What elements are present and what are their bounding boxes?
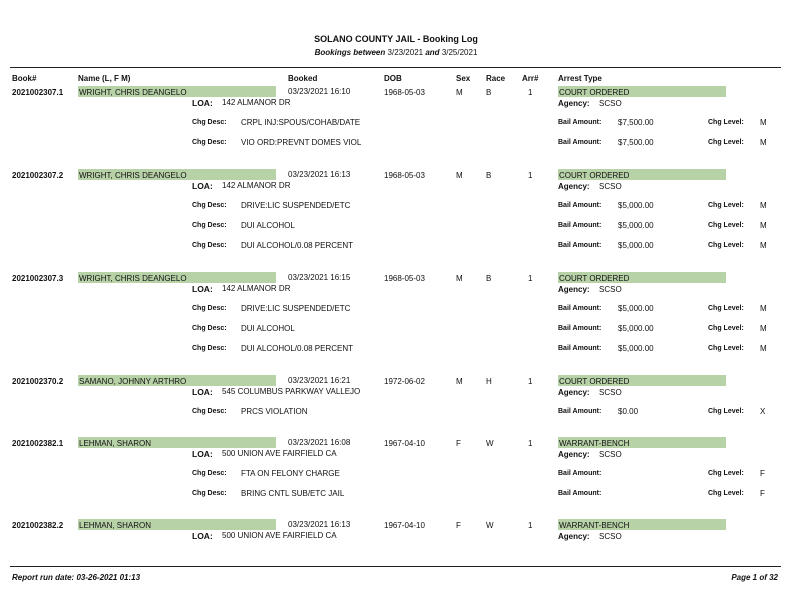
date-of-birth: 1968-05-03 <box>384 171 425 180</box>
charge-level-value: M <box>760 221 767 230</box>
charge-level-value: M <box>760 241 767 250</box>
inmate-name-text: WRIGHT, CHRIS DEANGELO <box>79 274 187 283</box>
col-header-book: Book# <box>12 74 37 83</box>
charge-level-label: Chg Level: <box>708 408 744 415</box>
charge-desc-value: DUI ALCOHOL <box>241 221 295 230</box>
charge-row <box>0 139 792 151</box>
charge-row <box>0 119 792 131</box>
charge-desc-value: DRIVE:LIC SUSPENDED/ETC <box>241 304 351 313</box>
date-to: 3/25/2021 <box>441 48 478 57</box>
arrest-type <box>558 437 726 448</box>
inmate-name-text: SAMANO, JOHNNY ARTHRO <box>79 377 187 386</box>
charge-row <box>0 470 792 482</box>
col-header-arrest-type: Arrest Type <box>558 74 602 83</box>
bail-amount-value: $5,000.00 <box>618 221 654 230</box>
charge-desc-label: Chg Desc: <box>192 305 227 312</box>
charge-desc-label: Chg Desc: <box>192 242 227 249</box>
col-header-name: Name (L, F M) <box>78 74 131 83</box>
agency-value: SCSO <box>599 285 622 294</box>
date-of-birth: 1967-04-10 <box>384 439 425 448</box>
arrest-type-text: WARRANT-BENCH <box>559 521 630 530</box>
charge-level-value: M <box>760 304 767 313</box>
col-header-arr: Arr# <box>522 74 539 83</box>
arrest-number: 1 <box>528 521 533 530</box>
bail-amount-label: Bail Amount: <box>558 222 602 229</box>
loa-label: LOA: <box>192 284 213 294</box>
inmate-name <box>78 437 276 448</box>
charge-level-label: Chg Level: <box>708 202 744 209</box>
booked-datetime: 03/23/2021 16:15 <box>288 273 351 282</box>
date-of-birth: 1967-04-10 <box>384 521 425 530</box>
loa-label: LOA: <box>192 387 213 397</box>
charge-level-label: Chg Level: <box>708 305 744 312</box>
race-value: H <box>486 377 492 386</box>
subtitle-and: and <box>425 48 440 57</box>
charge-desc-label: Chg Desc: <box>192 490 227 497</box>
agency-label: Agency: <box>558 388 590 397</box>
arrest-number: 1 <box>528 377 533 386</box>
col-header-booked: Booked <box>288 74 318 83</box>
agency-label: Agency: <box>558 99 590 108</box>
charge-desc-label: Chg Desc: <box>192 222 227 229</box>
agency-value: SCSO <box>599 532 622 541</box>
sex-value: F <box>456 439 461 448</box>
arrest-number: 1 <box>528 88 533 97</box>
inmate-name-text: WRIGHT, CHRIS DEANGELO <box>79 171 187 180</box>
col-header-dob: DOB <box>384 74 402 83</box>
charge-row <box>0 222 792 234</box>
agency-value: SCSO <box>599 182 622 191</box>
charge-row <box>0 305 792 317</box>
bail-amount-label: Bail Amount: <box>558 345 602 352</box>
loa-label: LOA: <box>192 449 213 459</box>
bail-amount-value: $5,000.00 <box>618 304 654 313</box>
charge-level-value: F <box>760 469 765 478</box>
inmate-name-text: LEHMAN, SHARON <box>79 521 152 530</box>
bail-amount-value: $0.00 <box>618 407 639 416</box>
agency-label: Agency: <box>558 450 590 459</box>
arrest-type <box>558 375 726 386</box>
booking-number: 2021002382.1 <box>12 439 64 448</box>
race-value: W <box>486 521 494 530</box>
bail-amount-value: $5,000.00 <box>618 201 654 210</box>
charge-level-label: Chg Level: <box>708 139 744 146</box>
sex-value: M <box>456 274 463 283</box>
inmate-name-text: WRIGHT, CHRIS DEANGELO <box>79 88 187 97</box>
report-run-date: Report run date: 03-26-2021 01:13 <box>12 573 141 582</box>
bail-amount-value: $7,500.00 <box>618 138 654 147</box>
charge-desc-label: Chg Desc: <box>192 325 227 332</box>
charge-row <box>0 345 792 357</box>
charge-level-value: M <box>760 138 767 147</box>
col-header-race: Race <box>486 74 506 83</box>
inmate-name <box>78 86 276 97</box>
loa-value: 500 UNION AVE FAIRFIELD CA <box>222 531 337 540</box>
date-of-birth: 1968-05-03 <box>384 274 425 283</box>
booking-number: 2021002307.3 <box>12 274 64 283</box>
race-value: B <box>486 88 492 97</box>
arrest-type <box>558 519 726 530</box>
agency-label: Agency: <box>558 285 590 294</box>
agency-value: SCSO <box>599 99 622 108</box>
charge-level-value: F <box>760 489 765 498</box>
charge-level-label: Chg Level: <box>708 470 744 477</box>
race-value: B <box>486 171 492 180</box>
bail-amount-label: Bail Amount: <box>558 139 602 146</box>
charge-desc-value: PRCS VIOLATION <box>241 407 308 416</box>
arrest-number: 1 <box>528 274 533 283</box>
charge-level-value: M <box>760 118 767 127</box>
bail-amount-value: $7,500.00 <box>618 118 654 127</box>
charge-desc-value: BRING CNTL SUB/ETC JAIL <box>241 489 345 498</box>
sex-value: F <box>456 521 461 530</box>
bail-amount-value: $5,000.00 <box>618 324 654 333</box>
charge-row <box>0 242 792 254</box>
arrest-type-text: WARRANT-BENCH <box>559 439 630 448</box>
loa-label: LOA: <box>192 181 213 191</box>
charge-desc-label: Chg Desc: <box>192 345 227 352</box>
bail-amount-label: Bail Amount: <box>558 325 602 332</box>
booked-datetime: 03/23/2021 16:10 <box>288 87 351 96</box>
inmate-name <box>78 272 276 283</box>
booking-number: 2021002370.2 <box>12 377 64 386</box>
charge-desc-label: Chg Desc: <box>192 202 227 209</box>
arrest-number: 1 <box>528 171 533 180</box>
arrest-type-text: COURT ORDERED <box>559 274 630 283</box>
loa-value: 142 ALMANOR DR <box>222 181 291 190</box>
arrest-number: 1 <box>528 439 533 448</box>
bail-amount-label: Bail Amount: <box>558 305 602 312</box>
loa-value: 500 UNION AVE FAIRFIELD CA <box>222 449 337 458</box>
booking-number: 2021002307.2 <box>12 171 64 180</box>
loa-value: 545 COLUMBUS PARKWAY VALLEJO <box>222 387 361 396</box>
bail-amount-label: Bail Amount: <box>558 470 602 477</box>
bail-amount-label: Bail Amount: <box>558 490 602 497</box>
arrest-type-text: COURT ORDERED <box>559 88 630 97</box>
page-number: Page 1 of 32 <box>731 573 778 582</box>
charge-row <box>0 490 792 502</box>
booking-number: 2021002382.2 <box>12 521 64 530</box>
booked-datetime: 03/23/2021 16:08 <box>288 438 351 447</box>
charge-desc-label: Chg Desc: <box>192 119 227 126</box>
booked-datetime: 03/23/2021 16:21 <box>288 376 351 385</box>
charge-level-label: Chg Level: <box>708 345 744 352</box>
sex-value: M <box>456 377 463 386</box>
sex-value: M <box>456 171 463 180</box>
booked-datetime: 03/23/2021 16:13 <box>288 520 351 529</box>
charge-desc-value: DUI ALCOHOL <box>241 324 295 333</box>
charge-desc-label: Chg Desc: <box>192 408 227 415</box>
agency-value: SCSO <box>599 388 622 397</box>
charge-level-label: Chg Level: <box>708 490 744 497</box>
sex-value: M <box>456 88 463 97</box>
arrest-type <box>558 169 726 180</box>
inmate-name-text: LEHMAN, SHARON <box>79 439 152 448</box>
charge-level-label: Chg Level: <box>708 325 744 332</box>
loa-value: 142 ALMANOR DR <box>222 284 291 293</box>
arrest-type-text: COURT ORDERED <box>559 377 630 386</box>
inmate-name <box>78 169 276 180</box>
agency-value: SCSO <box>599 450 622 459</box>
bail-amount-label: Bail Amount: <box>558 242 602 249</box>
booking-number: 2021002307.1 <box>12 88 64 97</box>
arrest-type <box>558 86 726 97</box>
subtitle-prefix: Bookings between <box>314 48 386 57</box>
bail-amount-label: Bail Amount: <box>558 119 602 126</box>
charge-desc-value: VIO ORD:PREVNT DOMES VIOL <box>241 138 362 147</box>
charge-desc-label: Chg Desc: <box>192 139 227 146</box>
arrest-type-text: COURT ORDERED <box>559 171 630 180</box>
booked-datetime: 03/23/2021 16:13 <box>288 170 351 179</box>
loa-label: LOA: <box>192 98 213 108</box>
charge-desc-value: FTA ON FELONY CHARGE <box>241 469 340 478</box>
charge-level-value: M <box>760 324 767 333</box>
header-divider <box>10 67 781 68</box>
charge-desc-value: DRIVE:LIC SUSPENDED/ETC <box>241 201 351 210</box>
charge-row <box>0 408 792 420</box>
inmate-name <box>78 375 276 386</box>
bail-amount-value: $5,000.00 <box>618 344 654 353</box>
report-subtitle <box>0 48 792 57</box>
col-header-sex: Sex <box>456 74 471 83</box>
footer-divider <box>10 566 781 567</box>
charge-desc-value: DUI ALCOHOL/0.08 PERCENT <box>241 241 354 250</box>
date-of-birth: 1968-05-03 <box>384 88 425 97</box>
charge-level-value: X <box>760 407 766 416</box>
bail-amount-label: Bail Amount: <box>558 408 602 415</box>
charge-level-label: Chg Level: <box>708 119 744 126</box>
bail-amount-label: Bail Amount: <box>558 202 602 209</box>
race-value: B <box>486 274 492 283</box>
charge-row <box>0 325 792 337</box>
charge-desc-value: CRPL INJ:SPOUS/COHAB/DATE <box>241 118 361 127</box>
charge-row <box>0 202 792 214</box>
agency-label: Agency: <box>558 532 590 541</box>
charge-level-label: Chg Level: <box>708 242 744 249</box>
charge-desc-label: Chg Desc: <box>192 470 227 477</box>
arrest-type <box>558 272 726 283</box>
date-of-birth: 1972-06-02 <box>384 377 425 386</box>
charge-level-value: M <box>760 344 767 353</box>
agency-label: Agency: <box>558 182 590 191</box>
bail-amount-value: $5,000.00 <box>618 241 654 250</box>
race-value: W <box>486 439 494 448</box>
report-title: SOLANO COUNTY JAIL - Booking Log <box>314 34 478 44</box>
inmate-name <box>78 519 276 530</box>
charge-level-label: Chg Level: <box>708 222 744 229</box>
charge-desc-value: DUI ALCOHOL/0.08 PERCENT <box>241 344 354 353</box>
date-from: 3/23/2021 <box>387 48 424 57</box>
charge-level-value: M <box>760 201 767 210</box>
loa-value: 142 ALMANOR DR <box>222 98 291 107</box>
loa-label: LOA: <box>192 531 213 541</box>
